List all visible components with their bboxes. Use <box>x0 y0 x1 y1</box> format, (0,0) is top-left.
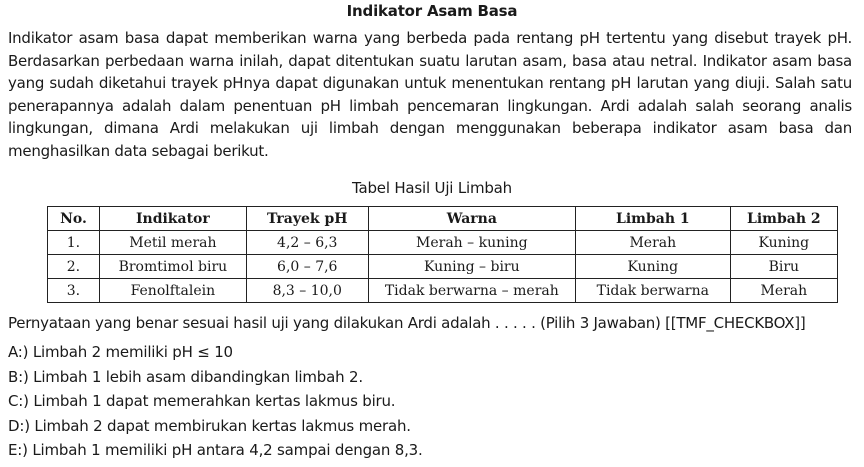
cell-indikator: Fenolftalein <box>99 279 246 303</box>
table-row <box>48 231 838 255</box>
header-no: No. <box>48 207 100 231</box>
cell-limbah-2: Merah <box>730 279 837 303</box>
cell-limbah-1: Tidak berwarna <box>575 279 730 303</box>
header-trayek-ph: Trayek pH <box>246 207 368 231</box>
header-limbah-1: Limbah 1 <box>575 207 730 231</box>
cell-warna: Kuning – biru <box>368 255 575 279</box>
option-b[interactable]: B:) Limbah 1 lebih asam dibandingkan limbah 2. <box>8 367 363 386</box>
option-a[interactable]: A:) Limbah 2 memiliki pH ≤ 10 <box>8 343 233 361</box>
table-caption: Tabel Hasil Uji Limbah <box>352 179 512 197</box>
table-row <box>48 255 838 279</box>
cell-limbah-2: Biru <box>730 255 837 279</box>
option-d[interactable]: D:) Limbah 2 dapat membirukan kertas lakmus merah. <box>8 416 411 435</box>
cell-trayek-ph: 6,0 – 7,6 <box>246 255 368 279</box>
table-row <box>48 279 838 303</box>
header-limbah-2: Limbah 2 <box>730 207 837 231</box>
question-text: Pernyataan yang benar sesuai hasil uji yang dilakukan Ardi adalah . . . . . (Pilih 3 Jawaban) [[TMF_CHECKBOX]] <box>8 314 806 332</box>
cell-limbah-1: Kuning <box>575 255 730 279</box>
results-table <box>47 206 838 303</box>
cell-limbah-1: Merah <box>575 231 730 255</box>
cell-no: 2. <box>48 255 100 279</box>
cell-indikator: Metil merah <box>99 231 246 255</box>
cell-trayek-ph: 8,3 – 10,0 <box>246 279 368 303</box>
cell-warna: Merah – kuning <box>368 231 575 255</box>
cell-no: 3. <box>48 279 100 303</box>
cell-limbah-2: Kuning <box>730 231 837 255</box>
intro-paragraph: Indikator asam basa dapat memberikan warna yang berbeda pada rentang pH tertentu yang disebut trayek pH. Berdasarkan perbedaan warna inilah, dapat ditentukan suatu larutan asam, basa atau netral. Indikator asam basa yang sudah diketahui trayek pHnya dapat digunakan untuk menentukan rentang pH larutan yang diuji. Salah satu penerapannya adalah dalam penentuan pH limbah pencemaran lingkungan. Ardi adalah salah seorang analis lingkungan, dimana Ardi melakukan uji limbah dengan menggunakan beberapa indikator asam basa dan menghasilkan data sebagai berikut. <box>8 29 852 160</box>
table-header-row <box>48 207 838 231</box>
page-title: Indikator Asam Basa <box>346 2 518 20</box>
header-indikator: Indikator <box>99 207 246 231</box>
option-e[interactable]: E:) Limbah 1 memiliki pH antara 4,2 sampai dengan 8,3. <box>8 441 423 459</box>
cell-trayek-ph: 4,2 – 6,3 <box>246 231 368 255</box>
option-c[interactable]: C:) Limbah 1 dapat memerahkan kertas lakmus biru. <box>8 392 396 410</box>
cell-warna: Tidak berwarna – merah <box>368 279 575 303</box>
header-warna: Warna <box>368 207 575 231</box>
cell-no: 1. <box>48 231 100 255</box>
answer-options <box>8 340 423 463</box>
cell-indikator: Bromtimol biru <box>99 255 246 279</box>
